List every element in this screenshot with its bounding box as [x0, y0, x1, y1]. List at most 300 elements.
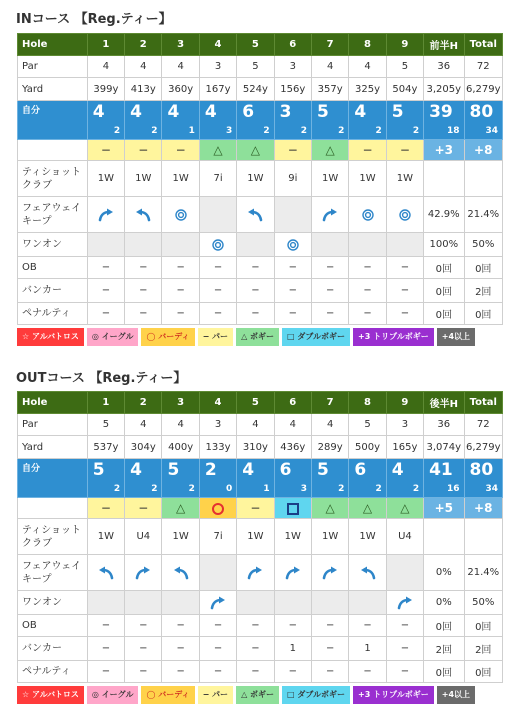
- par-cell: 4: [125, 414, 162, 436]
- mark-bogey-cell: [349, 498, 386, 519]
- one-on-cell: [199, 233, 236, 257]
- yard-cell: 310y: [237, 436, 274, 459]
- in-course-title: INコース 【Reg.ティー】: [16, 12, 172, 27]
- putt-value: 2: [412, 484, 420, 494]
- bogey-triangle-icon: △: [400, 501, 410, 515]
- one-on-cell: [274, 233, 311, 257]
- tee-club-cell: [464, 519, 503, 555]
- tee-club-cell: 1W: [349, 519, 386, 555]
- tee-club-label: ティショットクラブ: [18, 161, 88, 197]
- yard-cell: 400y: [162, 436, 199, 459]
- yard-cell: 537y: [87, 436, 124, 459]
- penalty-cell: −: [386, 303, 423, 325]
- mark-sum-cell: +8: [464, 498, 503, 519]
- one-on-cell: [386, 591, 423, 615]
- strokes-value: 6: [242, 102, 255, 122]
- birdie-circle-icon: [212, 503, 224, 515]
- keep-icon: [175, 210, 187, 221]
- one-on-cell: [349, 591, 386, 615]
- one-on-cell: [274, 591, 311, 615]
- yard-cell: 156y: [274, 78, 311, 101]
- right-arrow-icon: [247, 568, 263, 579]
- bunker-cell: −: [162, 637, 199, 661]
- strokes-value: 4: [92, 102, 105, 122]
- header-cell: 2: [125, 392, 162, 414]
- fairway-cell: [274, 555, 311, 591]
- header-cell: Total: [464, 34, 503, 56]
- ob-row: [18, 615, 503, 637]
- strokes-value: 6: [279, 460, 292, 480]
- score-label: 自分: [18, 101, 88, 140]
- fairway-cell: [125, 555, 162, 591]
- keep-icon: [399, 210, 411, 221]
- header-cell: 8: [349, 392, 386, 414]
- par-label: Par: [18, 56, 88, 78]
- bogey-triangle-icon: △: [325, 143, 335, 157]
- score-cell: [237, 101, 274, 140]
- fairway-cell: [349, 197, 386, 233]
- bogey-triangle-icon: △: [213, 143, 223, 157]
- ob-cell: −: [125, 257, 162, 279]
- ob-cell: −: [237, 257, 274, 279]
- yard-cell: 325y: [349, 78, 386, 101]
- bunker-row: [18, 279, 503, 303]
- penalty-cell: 0回: [424, 661, 464, 683]
- putt-value: 2: [375, 126, 382, 136]
- bunker-cell: −: [311, 279, 348, 303]
- right-arrow-icon: [322, 210, 338, 221]
- bunker-cell: 2回: [464, 279, 503, 303]
- par-cell: 4: [125, 56, 162, 78]
- penalty-cell: −: [349, 661, 386, 683]
- header-cell: 4: [199, 392, 236, 414]
- par-cell: 3: [199, 56, 236, 78]
- header-cell: 6: [274, 34, 311, 56]
- mark-par-cell: [349, 140, 386, 161]
- putt-value: 2: [300, 126, 307, 136]
- fairway-cell: [162, 555, 199, 591]
- strokes-value: 39: [429, 102, 453, 122]
- header-cell: 8: [349, 34, 386, 56]
- tee-club-cell: 1W: [162, 519, 199, 555]
- par-cell: 4: [87, 56, 124, 78]
- score-cell: [424, 459, 464, 498]
- strokes-value: 80: [469, 460, 494, 480]
- score-cell: [125, 101, 162, 140]
- par-dash-icon: −: [362, 143, 373, 157]
- tee-club-cell: U4: [125, 519, 162, 555]
- one-on-label: ワンオン: [18, 591, 88, 615]
- keep-icon: [287, 240, 299, 251]
- penalty-cell: −: [237, 303, 274, 325]
- yard-cell: 413y: [125, 78, 162, 101]
- penalty-cell: −: [199, 661, 236, 683]
- one-on-sum: 50%: [464, 591, 503, 615]
- score-cell: [274, 101, 311, 140]
- fairway-cell: [237, 197, 274, 233]
- ob-cell: −: [311, 615, 348, 637]
- legend-item: △ ボギー: [236, 686, 279, 704]
- yard-cell: 304y: [125, 436, 162, 459]
- penalty-cell: −: [162, 303, 199, 325]
- fairway-cell: [237, 555, 274, 591]
- par-dash-icon: −: [100, 143, 111, 157]
- bunker-cell: 0回: [424, 279, 464, 303]
- one-on-cell: [162, 233, 199, 257]
- tee-club-cell: 1W: [125, 161, 162, 197]
- strokes-value: 4: [354, 102, 367, 122]
- left-arrow-icon: [98, 568, 114, 579]
- par-label: Par: [18, 414, 88, 436]
- putt-value: 2: [263, 126, 270, 136]
- penalty-row: [18, 661, 503, 683]
- yard-cell: 524y: [237, 78, 274, 101]
- penalty-label: ペナルティ: [18, 303, 88, 325]
- legend-item: □ ダブルボギー: [282, 328, 350, 346]
- one-on-cell: [199, 591, 236, 615]
- one-on-cell: [125, 233, 162, 257]
- mark-bogey-cell: [199, 140, 236, 161]
- legend-item: △ ボギー: [236, 328, 279, 346]
- legend-item: ☆ アルバトロス: [17, 686, 84, 704]
- in-score-legend: [17, 328, 475, 346]
- one-on-cell: [87, 591, 124, 615]
- bunker-cell: 1: [274, 637, 311, 661]
- penalty-cell: 0回: [464, 303, 503, 325]
- fairway-row: [18, 555, 503, 591]
- bunker-cell: −: [237, 637, 274, 661]
- score-cell: [311, 459, 348, 498]
- header-cell: 後半H: [424, 392, 464, 414]
- strokes-value: 5: [167, 460, 180, 480]
- bunker-cell: −: [125, 279, 162, 303]
- one-on-cell: [237, 233, 274, 257]
- par-cell: 36: [424, 414, 464, 436]
- mark-par-cell: [162, 140, 199, 161]
- strokes-value: 6: [354, 460, 367, 480]
- penalty-cell: −: [162, 661, 199, 683]
- mark-double-cell: [274, 498, 311, 519]
- one-on-cell: [237, 591, 274, 615]
- penalty-cell: 0回: [464, 661, 503, 683]
- par-dash-icon: −: [250, 501, 261, 515]
- fairway-cell: [274, 197, 311, 233]
- penalty-cell: −: [274, 303, 311, 325]
- ob-cell: −: [386, 615, 423, 637]
- score-cell: [87, 101, 124, 140]
- tee-club-cell: [464, 161, 503, 197]
- par-cell: 36: [424, 56, 464, 78]
- penalty-cell: −: [125, 303, 162, 325]
- yard-cell: 360y: [162, 78, 199, 101]
- right-arrow-icon: [98, 210, 114, 221]
- mark-label-cell: [18, 498, 88, 519]
- ob-cell: 0回: [424, 257, 464, 279]
- fairway-cell: [199, 197, 236, 233]
- ob-cell: −: [87, 257, 124, 279]
- ob-cell: −: [274, 257, 311, 279]
- penalty-cell: −: [199, 303, 236, 325]
- ob-cell: −: [162, 615, 199, 637]
- score-cell: [386, 101, 423, 140]
- tee-club-cell: 1W: [386, 161, 423, 197]
- strokes-value: 80: [469, 102, 494, 122]
- yard-row: [18, 436, 503, 459]
- one-on-label: ワンオン: [18, 233, 88, 257]
- double-bogey-square-icon: [287, 503, 299, 515]
- left-arrow-icon: [360, 568, 376, 579]
- ob-cell: −: [125, 615, 162, 637]
- tee-club-row: [18, 161, 503, 197]
- yard-cell: 133y: [199, 436, 236, 459]
- header-hole-label: Hole: [18, 34, 88, 56]
- tee-club-cell: 1W: [349, 161, 386, 197]
- bunker-cell: 2回: [464, 637, 503, 661]
- legend-item: ◎ イーグル: [87, 328, 139, 346]
- tee-club-cell: 1W: [311, 519, 348, 555]
- header-cell: 5: [237, 34, 274, 56]
- par-cell: 3: [386, 414, 423, 436]
- out-score-legend: [17, 686, 475, 704]
- ob-cell: −: [87, 615, 124, 637]
- yard-row: [18, 78, 503, 101]
- mark-label-cell: [18, 140, 88, 161]
- yard-cell: 289y: [311, 436, 348, 459]
- header-hole-label: Hole: [18, 392, 88, 414]
- legend-item: □ ダブルボギー: [282, 686, 350, 704]
- par-dash-icon: −: [100, 501, 111, 515]
- penalty-label: ペナルティ: [18, 661, 88, 683]
- right-arrow-icon: [210, 598, 226, 609]
- legend-item: +4以上: [437, 686, 475, 704]
- one-on-cell: [349, 233, 386, 257]
- mark-bogey-cell: [162, 498, 199, 519]
- yard-cell: 504y: [386, 78, 423, 101]
- putt-value: 34: [485, 126, 498, 136]
- penalty-row: [18, 303, 503, 325]
- fairway-sum: 21.4%: [464, 197, 503, 233]
- penalty-cell: −: [87, 303, 124, 325]
- par-dash-icon: −: [287, 143, 298, 157]
- bunker-cell: −: [199, 637, 236, 661]
- mark-sum-cell: +3: [424, 140, 464, 161]
- tee-club-cell: 9i: [274, 161, 311, 197]
- bunker-cell: −: [199, 279, 236, 303]
- ob-label: OB: [18, 615, 88, 637]
- tee-club-cell: 1W: [87, 519, 124, 555]
- strokes-value: 4: [242, 460, 255, 480]
- left-arrow-icon: [247, 210, 263, 221]
- header-cell: 3: [162, 392, 199, 414]
- mark-bogey-cell: [386, 498, 423, 519]
- putt-value: 34: [485, 484, 498, 494]
- header-cell: 1: [87, 392, 124, 414]
- putt-value: 2: [113, 484, 121, 494]
- keep-icon: [212, 240, 224, 251]
- par-cell: 5: [386, 56, 423, 78]
- tee-club-row: [18, 519, 503, 555]
- bunker-cell: 2回: [424, 637, 464, 661]
- bunker-cell: −: [386, 637, 423, 661]
- penalty-cell: −: [311, 661, 348, 683]
- putt-value: 1: [263, 484, 270, 494]
- mark-bogey-cell: [311, 140, 348, 161]
- strokes-value: 5: [316, 102, 329, 122]
- fairway-cell: [349, 555, 386, 591]
- ob-row: [18, 257, 503, 279]
- bunker-cell: −: [87, 637, 124, 661]
- penalty-cell: 0回: [424, 303, 464, 325]
- ob-cell: 0回: [464, 615, 503, 637]
- par-cell: 3: [199, 414, 236, 436]
- ob-cell: 0回: [424, 615, 464, 637]
- bunker-label: バンカー: [18, 637, 88, 661]
- fairway-cell: [386, 197, 423, 233]
- par-cell: 5: [87, 414, 124, 436]
- strokes-value: 4: [167, 102, 180, 122]
- strokes-value: 5: [391, 102, 404, 122]
- yard-label: Yard: [18, 436, 88, 459]
- bogey-triangle-icon: △: [362, 501, 373, 515]
- par-cell: 5: [349, 414, 386, 436]
- tee-club-cell: U4: [386, 519, 423, 555]
- legend-item: ◯ バーディ: [141, 328, 194, 346]
- bunker-cell: −: [274, 279, 311, 303]
- yard-label: Yard: [18, 78, 88, 101]
- penalty-cell: −: [125, 661, 162, 683]
- mark-par-cell: [87, 498, 124, 519]
- par-cell: 4: [237, 414, 274, 436]
- out-course-scorecard: [17, 391, 503, 683]
- putt-value: 2: [338, 126, 345, 136]
- par-cell: 4: [311, 56, 348, 78]
- mark-par-cell: [125, 140, 162, 161]
- legend-item: +4以上: [437, 328, 475, 346]
- header-cell: 3: [162, 34, 199, 56]
- mark-par-cell: [237, 498, 274, 519]
- tee-club-cell: 1W: [87, 161, 124, 197]
- par-dash-icon: −: [399, 143, 410, 157]
- tee-club-label: ティショットクラブ: [18, 519, 88, 555]
- header-cell: 9: [386, 392, 423, 414]
- score-cell: [311, 101, 348, 140]
- par-dash-icon: −: [138, 143, 149, 157]
- ob-cell: −: [199, 257, 236, 279]
- strokes-value: 3: [279, 102, 292, 122]
- legend-item: ◯ バーディ: [141, 686, 194, 704]
- putt-value: 2: [113, 126, 121, 136]
- score-cell: [349, 459, 386, 498]
- bunker-cell: −: [162, 279, 199, 303]
- score-cell: [87, 459, 124, 498]
- yard-cell: 167y: [199, 78, 236, 101]
- fairway-label: フェアウェイキープ: [18, 555, 88, 591]
- strokes-value: 41: [429, 460, 453, 480]
- out-course-title: OUTコース 【Reg.ティー】: [16, 371, 187, 386]
- par-row: [18, 414, 503, 436]
- mark-birdie-cell: [199, 498, 236, 519]
- fairway-cell: [199, 555, 236, 591]
- yard-cell: 357y: [311, 78, 348, 101]
- bogey-triangle-icon: △: [250, 143, 261, 157]
- legend-item: ☆ アルバトロス: [17, 328, 84, 346]
- yard-cell: 436y: [274, 436, 311, 459]
- ob-cell: −: [349, 257, 386, 279]
- ob-cell: −: [311, 257, 348, 279]
- tee-club-cell: 1W: [311, 161, 348, 197]
- mark-sum-cell: +8: [464, 140, 503, 161]
- fairway-row: [18, 197, 503, 233]
- yard-cell: 165y: [386, 436, 423, 459]
- header-cell: 9: [386, 34, 423, 56]
- putt-value: 1: [188, 126, 195, 136]
- bunker-row: [18, 637, 503, 661]
- one-on-cell: [311, 233, 348, 257]
- mark-par-cell: [125, 498, 162, 519]
- score-cell: [386, 459, 423, 498]
- putt-value: 2: [188, 484, 195, 494]
- par-cell: 4: [162, 56, 199, 78]
- putt-value: 0: [225, 484, 233, 494]
- score-row: [18, 101, 503, 140]
- tee-club-cell: 1W: [162, 161, 199, 197]
- par-dash-icon: −: [175, 143, 186, 157]
- yard-cell: 3,205y: [424, 78, 464, 101]
- bunker-cell: −: [237, 279, 274, 303]
- header-cell: 7: [311, 34, 348, 56]
- par-dash-icon: −: [138, 501, 149, 515]
- fairway-cell: [87, 197, 124, 233]
- penalty-cell: −: [237, 661, 274, 683]
- putt-value: 3: [225, 126, 233, 136]
- one-on-cell: [125, 591, 162, 615]
- keep-icon: [362, 210, 374, 221]
- tee-club-cell: 7i: [199, 519, 236, 555]
- yard-cell: 3,074y: [424, 436, 464, 459]
- penalty-cell: −: [349, 303, 386, 325]
- mark-par-cell: [386, 140, 423, 161]
- header-cell: 7: [311, 392, 348, 414]
- header-cell: 4: [199, 34, 236, 56]
- score-label: 自分: [18, 459, 88, 498]
- right-arrow-icon: [397, 598, 413, 609]
- one-on-row: [18, 233, 503, 257]
- right-arrow-icon: [285, 568, 301, 579]
- left-arrow-icon: [135, 210, 151, 221]
- header-cell: 1: [87, 34, 124, 56]
- score-cell: [464, 459, 503, 498]
- putt-value: 16: [446, 484, 460, 494]
- one-on-row: [18, 591, 503, 615]
- tee-club-cell: 7i: [199, 161, 236, 197]
- legend-item: − パー: [198, 328, 234, 346]
- right-arrow-icon: [322, 568, 338, 579]
- fairway-sum: 42.9%: [424, 197, 464, 233]
- header-cell: 前半H: [424, 34, 464, 56]
- header-row: [18, 34, 503, 56]
- header-cell: 5: [237, 392, 274, 414]
- one-on-sum: 100%: [424, 233, 464, 257]
- score-cell: [162, 459, 199, 498]
- putt-value: 2: [338, 484, 345, 494]
- bunker-cell: 1: [349, 637, 386, 661]
- yard-cell: 500y: [349, 436, 386, 459]
- one-on-cell: [162, 591, 199, 615]
- score-cell: [199, 101, 236, 140]
- ob-cell: −: [349, 615, 386, 637]
- score-cell: [125, 459, 162, 498]
- fairway-cell: [311, 197, 348, 233]
